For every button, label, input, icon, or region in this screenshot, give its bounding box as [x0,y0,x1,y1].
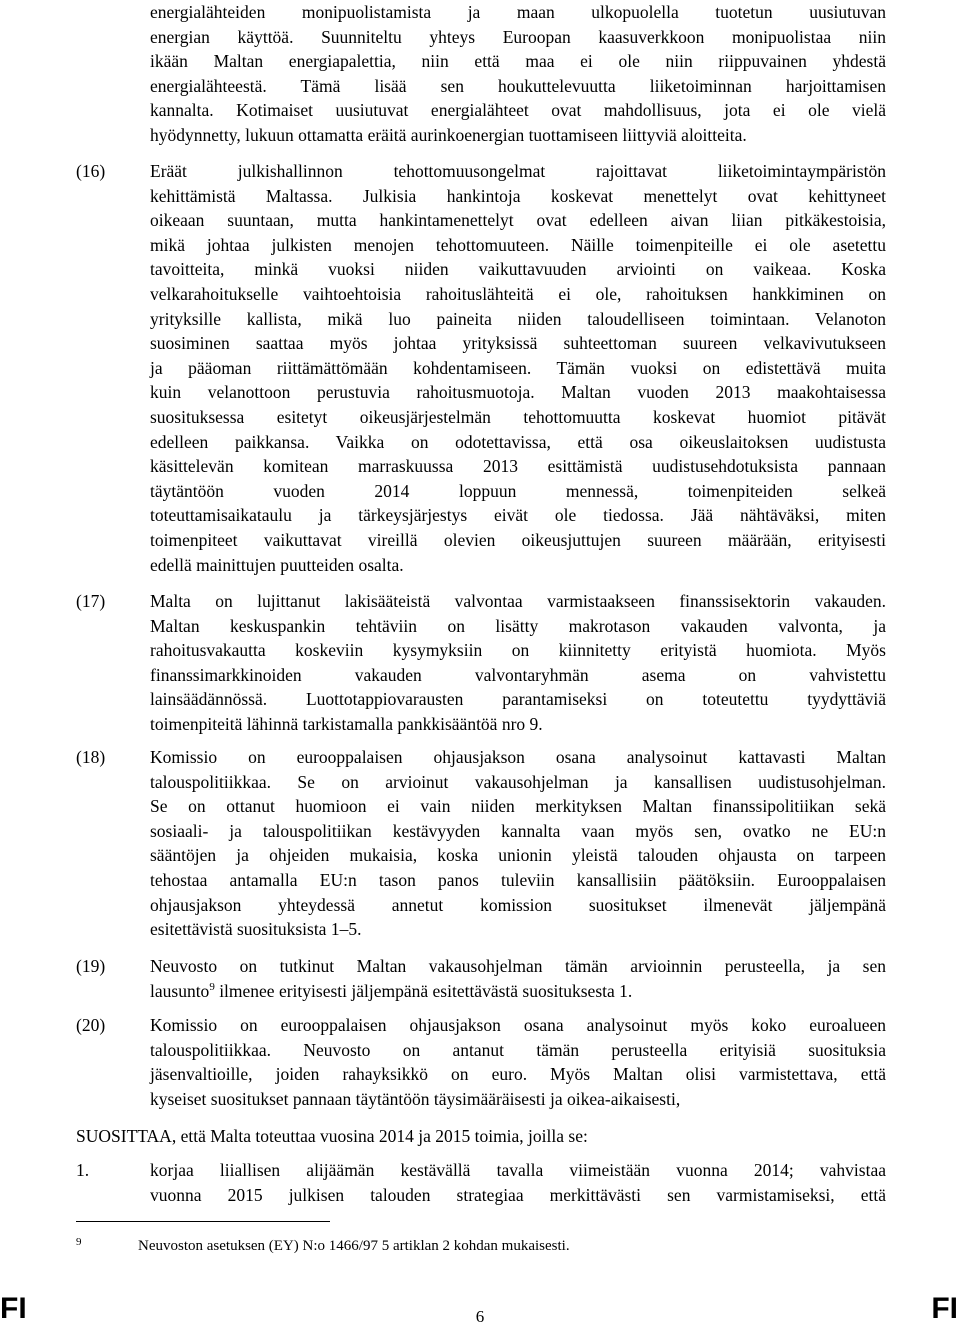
text-line: suosituksessa esitetyt oikeusjärjestelmän tehottomuutta koskevat huomiot pitävät [150,406,886,427]
text-line: täytäntöön vuoden 2014 loppuun mennessä, toimenpiteiden selkeä [150,480,886,501]
text-line: toimenpiteitä lähinnä tarkistamalla pankkisääntöä nro 9. [150,713,543,734]
text-line: käsittelevän komitean marraskuussa 2013 esittämistä uudistusehdotuksista pannaan [150,456,886,477]
text-line: Komissio on eurooppalaisen ohjausjakson osana analysoinut kattavasti Maltan [150,747,886,767]
text-line: kuin velanottoon perustuvia rahoitusmuotoja. Maltan vuoden 2013 maakohtaisessa [150,382,886,403]
paragraph-number: (20) [76,1015,106,1035]
paragraph-15-continuation [76,0,886,148]
text-line: Eräät julkishallinnon tehottomuusongelmat rajoittavat liiketoimintaympäristön [150,161,886,181]
text-line: korjaa liiallisen alijäämän kestävällä tavalla viimeistään vuonna 2014; vahvistaa [150,1160,886,1180]
paragraph-number: (19) [76,956,106,976]
text-line: jäsenvaltioille, joiden rahayksikkö on euro. Myös Maltan olisi varmistettava, että [150,1064,886,1085]
footer-language-code-left: FI [0,1292,27,1325]
text-line: toimenpiteet vaikuttavat vireillä olevien oikeusjuttujen suureen määrään, erityisesti [150,529,886,550]
recommendation-1 [76,1158,886,1207]
recommendation-body [150,1158,886,1207]
text-line: Maltan keskuspankin tehtäviin on lisätty makrotason vakauden valvonta, ja [150,615,886,636]
text-line: toteuttamisaikataulu ja tärkeysjärjestys eivät ole tiedossa. Jää nähtäväksi, miten [150,505,886,526]
footnote-text: Neuvoston asetuksen (EY) N:o 1466/97 5 artiklan 2 kohdan mukaisesti. [138,1238,570,1254]
text-line: edelleen paikkansa. Vaikka on odotettavissa, että osa oikeuslaitoksen uudistusta [150,431,886,452]
page-number: 6 [475,1307,485,1326]
paragraph-body [150,0,886,148]
text-fragment: lausunto [150,980,210,1001]
text-line: yrityksille kallista, mikä luo paineita niiden taloudelliseen toimintaan. Velanoton [150,308,886,329]
text-line: suosiminen saattaa myös johtaa yrityksissä suhteettoman suureen velkavivutukseen [150,333,886,354]
text-line: ja pääoman riittämättömään kohdentamiseen. Tämän vuoksi on edistettävä muita [150,357,886,378]
footer-language-code-right: FI [931,1292,958,1325]
text-line: ikään Maltan energiapalettia, niin että maa ei ole niin riippuvainen yhdestä [150,51,886,72]
text-line: tehostaa antamalla EU:n tason panos tuleviin kansallisiin päätöksiin. Eurooppalaisen [150,869,886,890]
paragraph-body [150,589,886,737]
text-line: sosiaali- ja talouspolitiikan kestävyyden kannalta vaan myös sen, ovatko ne EU:n [150,820,886,841]
text-line: Neuvosto on tutkinut Maltan vakausohjelman tämän arvioinnin perusteella, ja sen [150,956,886,976]
text-line: kyseiset suositukset pannaan täytäntöön täysimääräisesti ja oikea-aikaisesti, [150,1088,681,1109]
text-line: energialähteestä. Tämä lisää sen houkuttelevuutta liiketoiminnan harjoittamisen [150,75,886,96]
paragraph-body [150,159,886,577]
paragraph-19 [76,954,886,1003]
text-line: kehittämistä Maltassa. Julkisia hankintoja koskevat menettelyt ovat kehittyneet [150,185,886,206]
text-line: talouspolitiikkaa. Neuvosto on antanut tämän perusteella erityisiä suosituksia [150,1039,886,1060]
text-line: Se on ottanut huomioon ei vain niiden merkityksen Maltan finanssipolitiikan sekä [150,796,886,817]
text-line: kannalta. Kotimaiset uusiutuvat energialähteet ovat mahdollisuus, jota ei ole vielä [150,100,886,121]
text-line [150,979,886,1004]
paragraph-16 [76,159,886,577]
paragraph-20 [76,1013,886,1111]
paragraph-number: (16) [76,161,106,181]
paragraph-18 [76,745,886,942]
footnote-mark: 9 [76,1236,82,1248]
text-line: Komissio on eurooppalaisen ohjausjakson osana analysoinut myös koko euroalueen [150,1015,886,1035]
text-line: Malta on lujittanut lakisääteistä valvontaa varmistaakseen finanssisektorin vakauden. [150,591,886,611]
text-line: ohjausjakson yhteydessä annetut komission suositukset ilmenevät jäljempänä [150,894,886,915]
text-line: rahoitusvakautta koskeviin kysymyksiin on kiinnitetty erityistä huomiota. Myös [150,640,886,661]
text-line: edellä mainittujen puutteiden osalta. [150,554,404,575]
text-line: oikeaan suuntaan, mutta hankintamenettelyt ovat edelleen aivan liian pitkäkestoisia, [150,210,886,231]
text-line: finanssimarkkinoiden vakauden valvontaryhmän asema on vahvistettu [150,664,886,685]
recommendation-number: 1. [76,1160,90,1180]
footnote-reference[interactable]: 9 [209,980,215,993]
text-fragment: ilmenee erityisesti jäljempänä esitettävästä suosituksesta 1. [214,980,633,1001]
paragraph-body [150,954,886,1003]
paragraph-number: (18) [76,747,106,767]
paragraph-body [150,1013,886,1111]
text-line: energian käyttöä. Suunniteltu yhteys Euroopan kaasuverkkoon monipuolistaa niin [150,26,886,47]
text-line: energialähteiden monipuolistamista ja maan ulkopuolella tuotetun uusiutuvan [150,2,886,22]
text-line: velkarahoitukselle vaihtoehtoisia rahoituslähteitä ei ole, rahoituksen hankkiminen on [150,283,886,304]
recommends-heading: SUOSITTAA, että Malta toteuttaa vuosina 2014 ja 2015 toimia, joilla se: [76,1126,588,1146]
text-line: hyödynnetty, lukuun ottamatta eräitä aurinkoenergian tuottamiseen liittyviä aloitteita. [150,124,747,145]
paragraph-body [150,745,886,942]
text-line: lainsäädännössä. Luottotappiovarausten parantamiseksi on toteutettu tyydyttäviä [150,689,886,710]
footnote-divider [76,1221,330,1222]
text-line: mikä johtaa julkisten menojen tehottomuuteen. Näille toimenpiteille ei ole asetettu [150,234,886,255]
text-line: sääntöjen ja ohjeiden mukaisia, koska unionin yleistä talouden ohjausta on tarpeen [150,845,886,866]
paragraph-17 [76,589,886,737]
text-line: talouspolitiikkaa. Se on arvioinut vakausohjelman ja kansallisen uudistusohjelman. [150,771,886,792]
paragraph-number: (17) [76,591,106,611]
text-line: esitettävistä suosituksista 1–5. [150,919,362,940]
text-line: tavoitteita, minkä vuoksi niiden vaikuttavuuden arviointi on vaikeaa. Koska [150,259,886,280]
text-line: vuonna 2015 julkisen talouden strategiaa merkittävästi sen varmistamiseksi, että [150,1184,886,1205]
